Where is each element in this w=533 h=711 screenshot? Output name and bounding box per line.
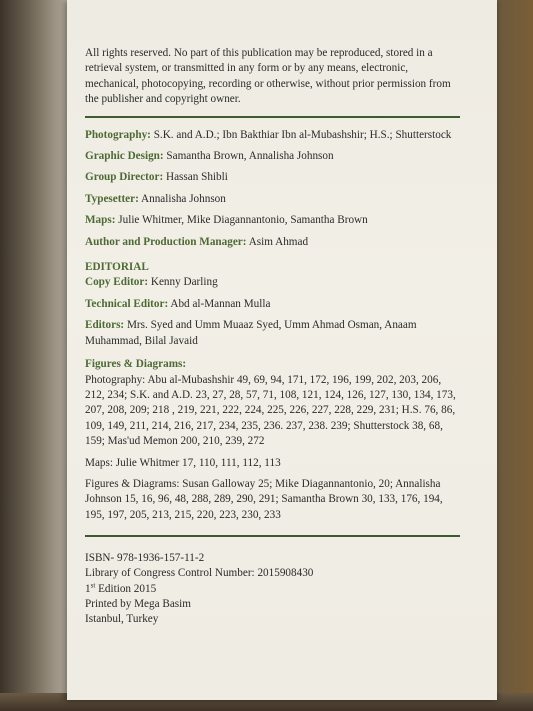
credit-label: Photography:: [85, 128, 151, 141]
credit-label: Editors:: [85, 319, 125, 332]
credit-value: Annalisha Johnson: [141, 192, 226, 205]
credit-label: Graphic Design:: [85, 150, 164, 163]
editorial-technical-editor: [85, 297, 460, 312]
figures-photography: Photography: Abu al-Mubashshir 49, 69, 94, 171, 172, 196, 199, 202, 203, 206, 212, 234; S.K. and A.D. 23, 27, 28, 57, 71, 108, 121, 124, 126, 127, 130, 134, 173, 207, 208, 209; 218 , 219, 221, 222, 224, 225, 226, 227, 228, 229, 231; H.S. 76, 86, 109, 149, 211, 214, 216, 217, 234, 235, 236. 237, 238. 239; Shutterstock 38, 68, 159; Mas'ud Memon 200, 210, 239, 272: [85, 373, 456, 448]
credit-value: Kenny Darling: [150, 276, 218, 289]
credit-graphic-design: [85, 149, 460, 164]
publication-info: [85, 551, 460, 627]
figures-diagrams: Figures & Diagrams: Susan Galloway 25; Mike Diagannantonio, 20; Annalisha Johnson 15, 16, 96, 48, 288, 289, 290, 291; Samantha Brown 30, 133, 176, 194, 195, 197, 205, 213, 215, 220, 223, 230, 233: [85, 477, 443, 521]
editorial-copy-editor: [85, 275, 460, 290]
edition-text: Edition 2015: [95, 582, 157, 595]
credit-author-production-manager: [85, 235, 460, 250]
edition-number: 1: [85, 582, 91, 595]
credit-value: S.K. and A.D.; Ibn Bakthiar Ibn al-Mubashshir; H.S.; Shutterstock: [153, 128, 452, 141]
rights-notice: All rights reserved. No part of this publication may be reproduced, stored in a retrieval system, or transmitted in any form or by any means, electronic, mechanical, photocopying, recording or otherwise, without prior permission from the publisher and copyright owner.: [85, 47, 451, 106]
credit-maps: [85, 213, 460, 228]
credit-label: Author and Production Manager:: [85, 235, 247, 248]
copyright-page-content: [85, 46, 460, 627]
credit-label: Maps:: [85, 214, 116, 227]
divider-bottom: [85, 535, 460, 537]
credit-value: Asim Ahmad: [248, 235, 309, 248]
background-left: [0, 0, 70, 711]
printer: Printed by Mega Basim: [85, 597, 191, 610]
credit-label: Copy Editor:: [85, 276, 149, 289]
lccn: Library of Congress Control Number: 2015908430: [85, 567, 314, 580]
credit-value: Samantha Brown, Annalisha Johnson: [166, 150, 334, 163]
credit-value: Mrs. Syed and Umm Muaaz Syed, Umm Ahmad Osman, Anaam Muhammad, Bilal Javaid: [85, 319, 417, 347]
print-location: Istanbul, Turkey: [85, 612, 159, 625]
editorial-heading: EDITORIAL: [85, 261, 149, 274]
credit-label: Typesetter:: [85, 192, 139, 205]
edition-ordinal: st: [90, 580, 96, 589]
divider-top: [85, 116, 460, 118]
figures-heading: Figures & Diagrams:: [85, 358, 187, 371]
credit-value: Julie Whitmer, Mike Diagannantonio, Samantha Brown: [118, 214, 368, 227]
credit-label: Technical Editor:: [85, 297, 169, 310]
edition: [85, 582, 460, 597]
credit-photography: [85, 128, 460, 143]
credit-label: Group Director:: [85, 171, 164, 184]
figures-maps: Maps: Julie Whitmer 17, 110, 111, 112, 113: [85, 456, 281, 469]
editorial-editors: [85, 318, 460, 349]
credit-group-director: [85, 170, 460, 185]
credit-value: Abd al-Mannan Mulla: [170, 297, 271, 310]
isbn: ISBN- 978-1936-157-11-2: [85, 552, 205, 565]
credit-typesetter: [85, 192, 460, 207]
credit-value: Hassan Shibli: [166, 171, 228, 184]
